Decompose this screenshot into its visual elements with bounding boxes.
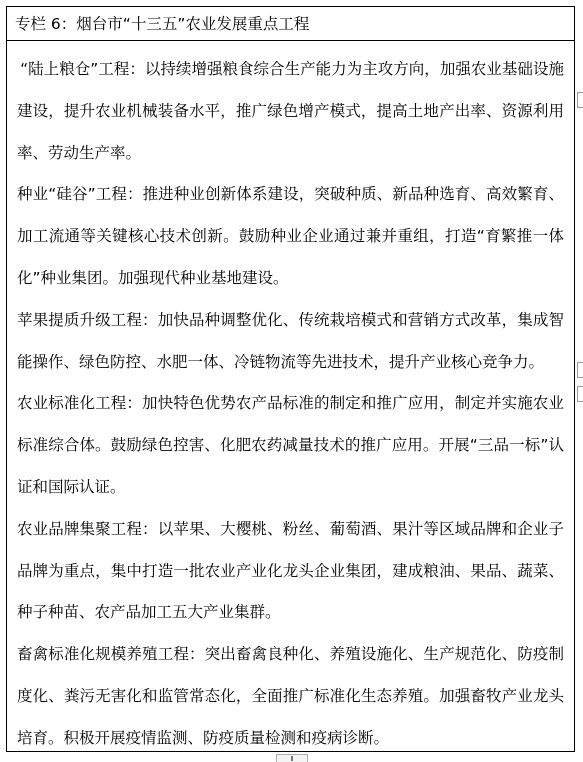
split-handle-grip-icon: [291, 756, 293, 761]
paragraph-seed-project: 种业“硅谷”工程：推进种业创新体系建设，突破种质、新品种选育、高效繁育、加工流通等关键核心技术创新。鼓励种业企业通过兼并重组，打造“育繁推一体化”种业集团。加强现代种业基地建设。: [17, 185, 564, 287]
page-split-handle[interactable]: [276, 754, 308, 762]
column-body: [7, 41, 574, 760]
paragraph-grain-project: “陆上粮仓”工程：以持续增强粮食综合生产能力为主攻方向，加强农业基础设施建设，提升农业机械装备水平，推广绿色增产模式，提高土地产出率、资源利用率、劳动生产率。: [17, 60, 564, 162]
side-margin-marker: [577, 386, 583, 402]
paragraph-brand-project: 农业品牌集聚工程：以苹果、大樱桃、粉丝、葡萄酒、果汁等区域品牌和企业子品牌为重点，集中打造一批农业产业化龙头企业集团，建成粮油、果品、蔬菜、种子种苗、农产品加工五大产业集群。: [17, 519, 564, 622]
side-margin-marker: [577, 362, 583, 378]
column-box: [6, 6, 575, 752]
paragraph-standardization-project: 农业标准化工程：加快特色优势农产品标准的制定和推广应用，制定并实施农业标准综合体。鼓励绿色控害、化肥农药减量技术的推广应用。开展“三品一标”认证和国际认证。: [17, 394, 564, 496]
paragraph-livestock-project: 畜禽标准化规模养殖工程：突出畜禽良种化、养殖设施化、生产规范化、防疫制度化、粪污无害化和监管常态化，全面推广标准化生态养殖。加强畜牧产业龙头培育。积极开展疫情监测、防疫质量检测和疫病诊断。: [17, 645, 564, 747]
column-title: 专栏 6：烟台市“十三五”农业发展重点工程: [7, 7, 574, 41]
paragraph-apple-project: 苹果提质升级工程：加快品种调整优化、传统栽培模式和营销方式改革，集成智能操作、绿色防控、水肥一体、冷链物流等先进技术，提升产业核心竞争力。: [17, 310, 564, 371]
side-margin-marker: [577, 92, 583, 108]
